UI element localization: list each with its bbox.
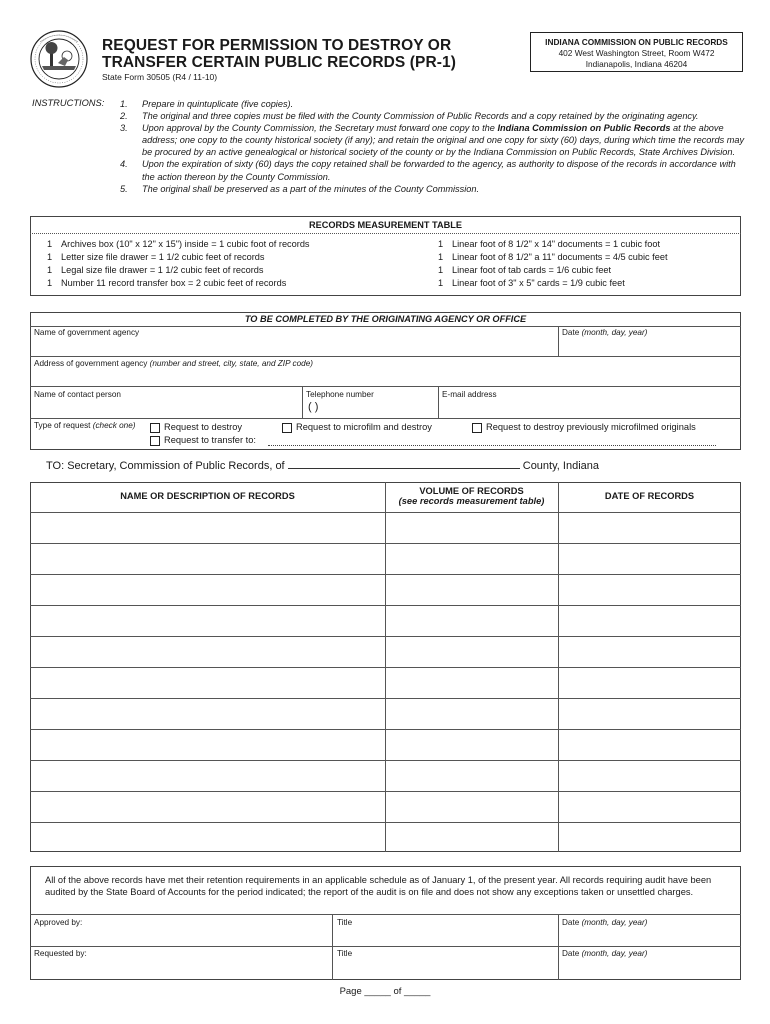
requested-date-label-text: Date — [562, 949, 580, 958]
record-name-cell[interactable] — [31, 606, 385, 635]
date-field[interactable] — [562, 337, 737, 355]
record-name-cell[interactable] — [31, 699, 385, 728]
originating-section-title: TO BE COMPLETED BY THE ORIGINATING AGENCY OR OFFICE — [244, 314, 527, 324]
measurement-qty: 1 — [47, 239, 53, 249]
to-line-prefix: TO: Secretary, Commission of Public Records, of — [46, 460, 285, 472]
option-destroy-microfilmed-label: Request to destroy previously microfilmed originals — [486, 422, 696, 432]
measurement-qty: 1 — [438, 239, 444, 249]
agency-address-label-text: Address of government agency — [34, 359, 148, 368]
measurement-row — [47, 238, 310, 251]
commission-name: INDIANA COMMISSION ON PUBLIC RECORDS — [545, 37, 728, 47]
approved-date-label — [562, 918, 647, 927]
option-destroy[interactable] — [150, 422, 242, 433]
record-volume-cell[interactable] — [386, 513, 558, 542]
email-label: E-mail address — [442, 390, 497, 399]
request-type-hint: (check one) — [92, 421, 136, 430]
instruction-text-part: Upon approval by the County Commission, the Secretary must forward one copy to the — [142, 123, 498, 134]
measurement-text: Linear foot of tab cards = 1/6 cubic feet — [452, 265, 612, 275]
measurement-text: Legal size file drawer = 1 1/2 cubic feet of records — [61, 265, 264, 275]
measurement-text: Number 11 record transfer box = 2 cubic feet of records — [61, 278, 287, 288]
divider — [438, 386, 439, 418]
instruction-item — [120, 122, 750, 158]
to-line-suffix: County, Indiana — [522, 460, 599, 472]
approved-by-label: Approved by: — [34, 918, 83, 927]
measurement-text: Letter size file drawer = 1 1/2 cubic feet of records — [61, 252, 265, 262]
county-field[interactable] — [288, 458, 520, 469]
record-volume-cell[interactable] — [386, 761, 558, 790]
instruction-text — [142, 122, 750, 158]
destroy-microfilmed-checkbox[interactable] — [472, 423, 482, 433]
measurement-text: Linear foot of 8 1/2" x 14" documents = 1 cubic foot — [452, 239, 661, 249]
date-label-text: Date — [562, 328, 580, 337]
column-header-volume: VOLUME OF RECORDS — [419, 486, 524, 496]
commission-city: Indianapolis, Indiana 46204 — [585, 59, 688, 69]
divider — [30, 356, 741, 357]
contact-name-label: Name of contact person — [34, 390, 121, 399]
measurement-qty: 1 — [47, 278, 53, 288]
approved-date-hint: (month, day, year) — [581, 918, 648, 927]
record-name-cell[interactable] — [31, 668, 385, 697]
form-title-line1: REQUEST FOR PERMISSION TO DESTROY OR — [102, 37, 452, 54]
record-date-cell[interactable] — [559, 792, 740, 821]
form-title-line2: TRANSFER CERTAIN PUBLIC RECORDS (PR-1) — [102, 54, 456, 71]
record-date-cell[interactable] — [559, 575, 740, 604]
approved-by-field[interactable] — [34, 928, 329, 944]
approved-title-label: Title — [337, 918, 353, 927]
measurement-qty: 1 — [438, 265, 444, 275]
telephone-field[interactable]: ( ) — [308, 401, 319, 413]
certification-text: All of the above records have met their retention requirements in an applicable schedule as of January 1, of the present year. All records requiring audit have been audited by the State Board of Accounts for the period indicated; the report of the audit is on file and does not show any exceptions taken or unsettled charges. — [45, 875, 712, 898]
instruction-item — [120, 98, 750, 110]
measurement-row — [47, 277, 310, 290]
agency-name-field[interactable] — [34, 337, 554, 355]
record-date-cell[interactable] — [559, 730, 740, 759]
option-transfer-label: Request to transfer to: — [164, 435, 256, 445]
record-date-cell[interactable] — [559, 606, 740, 635]
record-volume-cell[interactable] — [386, 575, 558, 604]
record-name-cell[interactable] — [31, 792, 385, 821]
record-volume-cell[interactable] — [386, 730, 558, 759]
approved-title-field[interactable] — [337, 928, 552, 944]
instruction-number: 2. — [120, 111, 128, 122]
record-date-cell[interactable] — [559, 513, 740, 542]
record-name-cell[interactable] — [31, 544, 385, 573]
measurement-text: Archives box (10" x 12" x 15") inside = 1 cubic foot of records — [61, 239, 310, 249]
agency-address-label — [34, 359, 313, 368]
microfilm-checkbox[interactable] — [282, 423, 292, 433]
record-name-cell[interactable] — [31, 637, 385, 666]
approved-date-label-text: Date — [562, 918, 580, 927]
divider — [558, 326, 559, 356]
divider — [30, 326, 741, 327]
instruction-text: Prepare in quintuplicate (five copies). — [142, 99, 294, 109]
measurement-right-column — [438, 238, 668, 290]
commission-address-box — [530, 32, 743, 72]
instruction-text: The original and three copies must be filed with the County Commission of Public Records and a copy retained by the originating agency. — [142, 111, 699, 122]
record-volume-cell[interactable] — [386, 823, 558, 852]
instruction-number: 1. — [120, 99, 128, 109]
form-number: State Form 30505 (R4 / 11-10) — [102, 72, 218, 82]
record-volume-cell[interactable] — [386, 637, 558, 666]
record-volume-cell[interactable] — [386, 606, 558, 635]
divider — [30, 946, 741, 947]
measurement-row — [438, 238, 668, 251]
instruction-number: 5. — [120, 183, 128, 194]
measurement-qty: 1 — [47, 265, 53, 275]
record-date-cell[interactable] — [559, 637, 740, 666]
column-header-date: DATE OF RECORDS — [604, 491, 695, 501]
commission-street: 402 West Washington Street, Room W472 — [558, 48, 715, 58]
to-line — [46, 458, 599, 472]
record-date-cell[interactable] — [559, 544, 740, 573]
requested-by-field[interactable] — [34, 959, 329, 977]
option-microfilm[interactable] — [282, 422, 432, 433]
requested-date-field[interactable] — [562, 959, 737, 977]
measurement-text: Linear foot of 8 1/2" a 11" documents = 4/5 cubic feet — [452, 252, 668, 262]
option-transfer[interactable] — [150, 435, 256, 446]
record-name-cell[interactable] — [31, 730, 385, 759]
record-volume-cell[interactable] — [386, 792, 558, 821]
request-type-label-text: Type of request — [34, 421, 91, 430]
form-title — [102, 37, 456, 71]
transfer-checkbox[interactable] — [150, 436, 160, 446]
divider — [558, 914, 559, 980]
record-name-cell[interactable] — [31, 575, 385, 604]
divider — [30, 914, 741, 915]
column-header-volume-hint: (see records measurement table) — [398, 496, 545, 506]
telephone-label: Telephone number — [306, 390, 374, 399]
measurement-row — [47, 264, 310, 277]
records-measurement-title: RECORDS MEASUREMENT TABLE — [309, 220, 462, 230]
contact-name-field[interactable] — [34, 400, 299, 416]
measurement-row — [438, 264, 668, 277]
record-name-cell[interactable] — [31, 823, 385, 852]
record-date-cell[interactable] — [559, 761, 740, 790]
instruction-item — [120, 158, 750, 182]
date-hint: (month, day, year) — [581, 328, 648, 337]
instruction-item — [120, 183, 750, 195]
agency-address-field[interactable] — [34, 368, 734, 384]
instructions-label: INSTRUCTIONS: — [32, 98, 105, 108]
record-date-cell[interactable] — [559, 668, 740, 697]
measurement-left-column — [47, 238, 310, 290]
option-microfilm-label: Request to microfilm and destroy — [296, 422, 432, 432]
instruction-number: 3. — [120, 123, 128, 134]
page-number: Page _____ of _____ — [339, 986, 431, 997]
measurement-text: Linear foot of 3" x 5" cards = 1/9 cubic feet — [452, 278, 625, 288]
measurement-row — [438, 277, 668, 290]
requested-title-label: Title — [337, 949, 353, 958]
approved-date-field[interactable] — [562, 928, 737, 944]
indiana-state-seal — [30, 30, 88, 88]
requested-date-hint: (month, day, year) — [581, 949, 648, 958]
requested-date-label — [562, 949, 647, 958]
transfer-to-field[interactable] — [268, 445, 716, 446]
instructions-list — [120, 98, 750, 195]
instruction-item — [120, 110, 750, 122]
measurement-row — [47, 251, 310, 264]
record-date-cell[interactable] — [559, 699, 740, 728]
requested-by-label: Requested by: — [34, 949, 87, 958]
divider — [30, 233, 741, 234]
divider — [30, 386, 741, 387]
destroy-checkbox[interactable] — [150, 423, 160, 433]
measurement-row — [438, 251, 668, 264]
instruction-text-part: at the above address; one copy to the county historical society (if any); and retain the original and one copy for sixty (60) days, during which time the records may be procured by an active genealogical or historical society of the county or by the Indiana Commission on Public Records, State Archives Division. — [142, 123, 745, 158]
option-destroy-label: Request to destroy — [164, 422, 243, 432]
date-label — [562, 328, 647, 337]
request-type-label — [34, 421, 136, 430]
measurement-qty: 1 — [438, 252, 444, 262]
instruction-text: Upon the expiration of sixty (60) days the copy retained shall be forwarded to the agency, as authority to dispose of the records in accordance with the action thereon by the County Commission. — [142, 159, 736, 182]
record-name-cell[interactable] — [31, 761, 385, 790]
record-volume-cell[interactable] — [386, 668, 558, 697]
email-field[interactable] — [442, 400, 737, 416]
record-date-cell[interactable] — [559, 823, 740, 852]
record-name-cell[interactable] — [31, 513, 385, 542]
agency-name-label: Name of government agency — [34, 328, 140, 337]
divider — [302, 386, 303, 418]
requested-title-field[interactable] — [337, 959, 552, 977]
agency-address-hint: (number and street, city, state, and ZIP code) — [149, 359, 313, 368]
option-destroy-microfilmed[interactable] — [472, 422, 696, 433]
divider — [30, 418, 741, 419]
measurement-qty: 1 — [47, 252, 53, 262]
divider — [332, 914, 333, 980]
record-volume-cell[interactable] — [386, 699, 558, 728]
measurement-qty: 1 — [438, 278, 444, 288]
instruction-emphasis: Indiana Commission on Public Records — [497, 123, 671, 134]
record-volume-cell[interactable] — [386, 544, 558, 573]
instruction-number: 4. — [120, 159, 128, 170]
instruction-text: The original shall be preserved as a part of the minutes of the County Commission. — [142, 183, 480, 194]
column-header-name: NAME OR DESCRIPTION OF RECORDS — [120, 491, 295, 501]
